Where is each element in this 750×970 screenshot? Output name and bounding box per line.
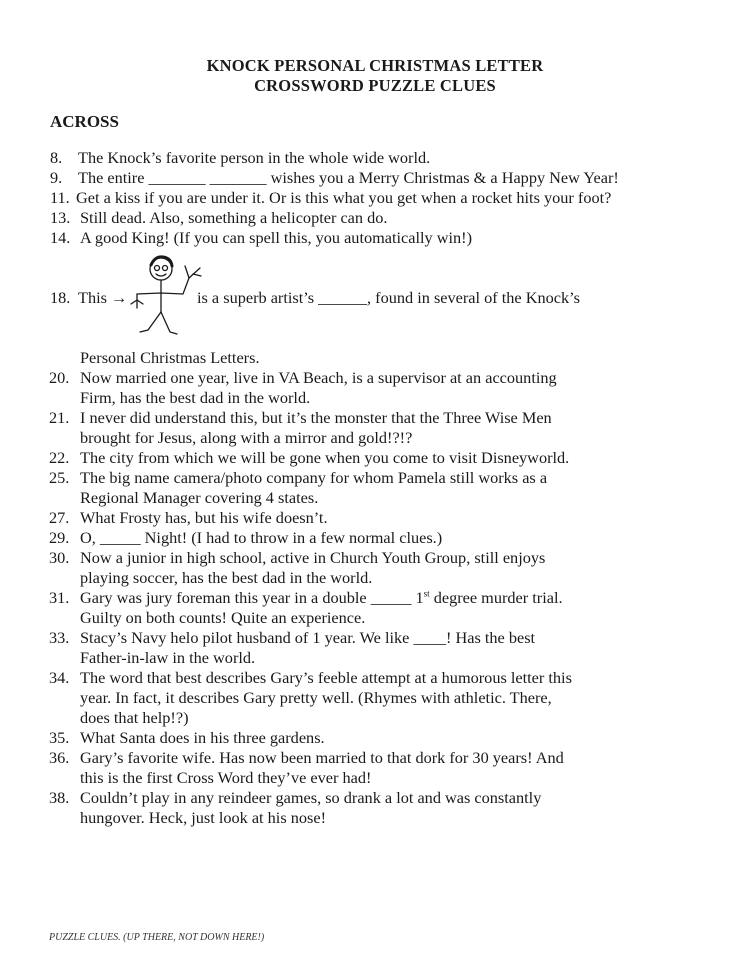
clue-text: Get a kiss if you are under it. Or is this what you get when a rocket hits your foot? [76,188,612,207]
document-subtitle: CROSSWORD PUZZLE CLUES [254,76,496,95]
clue-text-part: Gary was jury foreman this year in a double _____ 1 [80,588,424,607]
ordinal-suffix: st [423,588,430,599]
clue-number: 9. [50,168,63,187]
clue-text: Gary’s favorite wife. Has now been married to that dork for 30 years! And [80,748,564,767]
clue-text [80,588,563,608]
clue-continuation: this is the first Cross Word they’ve ever had! [80,768,372,787]
clue-text: What Santa does in his three gardens. [80,728,325,747]
clue-text: is a superb artist’s ______, found in several of the Knock’s [197,288,580,307]
clue-continuation: Father-in-law in the world. [80,648,256,667]
clue-text: Now married one year, live in VA Beach, is a supervisor at an accounting [80,368,557,387]
clue-number: 30. [49,548,70,567]
clue-number: 33. [49,628,70,647]
clue-continuation: Regional Manager covering 4 states. [80,488,319,507]
section-heading-across: ACROSS [50,112,119,131]
page-footer: PUZZLE CLUES. (UP THERE, NOT DOWN HERE!) [49,932,265,943]
clue-text: A good King! (If you can spell this, you automatically win!) [80,228,473,247]
clue-number: 20. [49,368,70,387]
clue-number: 27. [49,508,70,527]
clue-continuation: hungover. Heck, just look at his nose! [80,808,326,827]
clue-number: 36. [49,748,70,767]
clue-number: 25. [49,468,70,487]
clue-number: 29. [49,528,70,547]
clue-number: 11. [50,188,70,207]
clue-number: 38. [49,788,70,807]
clue-text: Now a junior in high school, active in Church Youth Group, still enjoys [80,548,546,567]
clue-number: 35. [49,728,70,747]
clue-continuation: year. In fact, it describes Gary pretty well. (Rhymes with athletic. There, [80,688,552,707]
clue-prefix: This → [78,288,128,307]
clue-number: 34. [49,668,70,687]
clue-number: 31. [49,588,70,607]
clue-text: What Frosty has, but his wife doesn’t. [80,508,328,527]
clue-continuation: Guilty on both counts! Quite an experience. [80,608,366,627]
clue-text: Stacy’s Navy helo pilot husband of 1 year. We like ____! Has the best [80,628,536,647]
clue-text-part: degree murder trial. [429,588,563,607]
clue-text: O, _____ Night! (I had to throw in a few normal clues.) [80,528,443,547]
clue-number: 21. [49,408,70,427]
clue-text: The word that best describes Gary’s feeble attempt at a humorous letter this [80,668,572,687]
clue-continuation: does that help!?) [80,708,189,727]
clue-text: The Knock’s favorite person in the whole wide world. [78,148,431,167]
stick-figure-drawing [125,252,215,337]
clue-continuation: playing soccer, has the best dad in the world. [80,568,373,587]
clue-text: Still dead. Also, something a helicopter can do. [80,208,388,227]
clue-text: The city from which we will be gone when you come to visit Disneyworld. [80,448,570,467]
clue-continuation: Firm, has the best dad in the world. [80,388,311,407]
clue-number: 18. [50,288,71,307]
clue-continuation: brought for Jesus, along with a mirror and gold!?!? [80,428,413,447]
document-title: KNOCK PERSONAL CHRISTMAS LETTER [206,56,544,75]
clue-number: 13. [50,208,71,227]
clue-continuation: Personal Christmas Letters. [80,348,260,367]
clue-text: The entire _______ _______ wishes you a Merry Christmas & a Happy New Year! [78,168,619,187]
clue-number: 8. [50,148,63,167]
clue-text: The big name camera/photo company for whom Pamela still works as a [80,468,548,487]
clue-text: I never did understand this, but it’s the monster that the Three Wise Men [80,408,552,427]
clue-number: 22. [49,448,70,467]
clue-text: Couldn’t play in any reindeer games, so drank a lot and was constantly [80,788,542,807]
clue-number: 14. [50,228,71,247]
